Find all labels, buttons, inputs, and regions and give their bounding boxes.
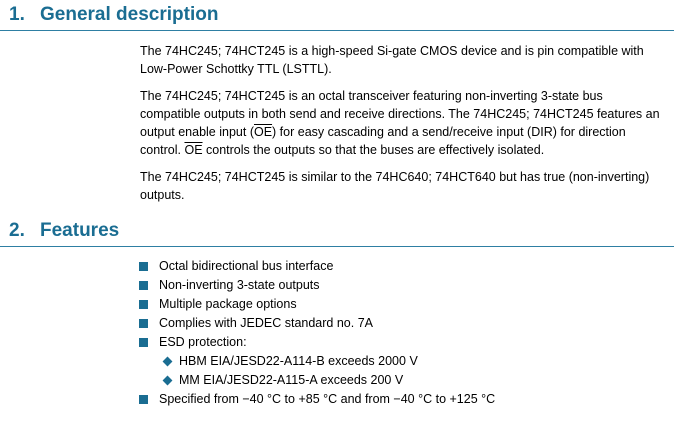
sub-list-item: HBM EIA/JESD22-A114-B exceeds 2000 V (138, 352, 495, 371)
paragraph-text: The 74HC245; 74HCT245 is an octal transceiver featuring non-inverting 3-state bus compatible outputs in both send and receive directions. The 74HC245; 74HCT245 features an output enable input ( (140, 89, 660, 139)
section-title: Features (40, 220, 120, 241)
diamond-bullet-icon (163, 357, 173, 367)
paragraph-text: controls the outputs so that the buses are effectively isolated. (202, 143, 545, 157)
paragraph-transceiver (140, 87, 660, 159)
list-item: Specified from −40 °C to +85 °C and from −40 °C to +125 °C (138, 390, 495, 409)
oe-signal-label: $\overline{OE}$ (253, 125, 273, 139)
list-item: Multiple package options (138, 295, 495, 314)
square-bullet-icon (139, 395, 148, 404)
list-item: Complies with JEDEC standard no. 7A (138, 314, 495, 333)
paragraph-intro: The 74HC245; 74HCT245 is a high-speed Si-gate CMOS device and is pin compatible with Low-Power Schottky TTL (LSTTL). (140, 44, 644, 76)
sub-list-item: MM EIA/JESD22-A115-A exceeds 200 V (138, 371, 495, 390)
section-number: 2. (9, 220, 25, 241)
esd-sublist (138, 352, 495, 390)
list-item: Octal bidirectional bus interface (138, 257, 495, 276)
paragraph-text: ) for easy cascading and a send/receive input (DIR) for direction control. (140, 125, 626, 157)
section-number: 1. (9, 4, 25, 25)
paragraph-similar: The 74HC245; 74HCT245 is similar to the 74HC640; 74HCT640 but has true (non-inverting) outputs. (140, 170, 650, 202)
square-bullet-icon (139, 262, 148, 271)
list-item: ESD protection: (138, 333, 495, 352)
diamond-bullet-icon (163, 376, 173, 386)
square-bullet-icon (139, 338, 148, 347)
section-title: General description (40, 4, 219, 25)
square-bullet-icon (139, 281, 148, 290)
esd-sublist-container (138, 352, 495, 390)
section-heading-features (0, 216, 674, 247)
section-heading-general-description (0, 0, 674, 31)
square-bullet-icon (139, 300, 148, 309)
square-bullet-icon (139, 319, 148, 328)
features-list (138, 257, 495, 409)
oe-signal-label: $\overline{OE}$ (184, 143, 203, 157)
list-item: Non-inverting 3-state outputs (138, 276, 495, 295)
